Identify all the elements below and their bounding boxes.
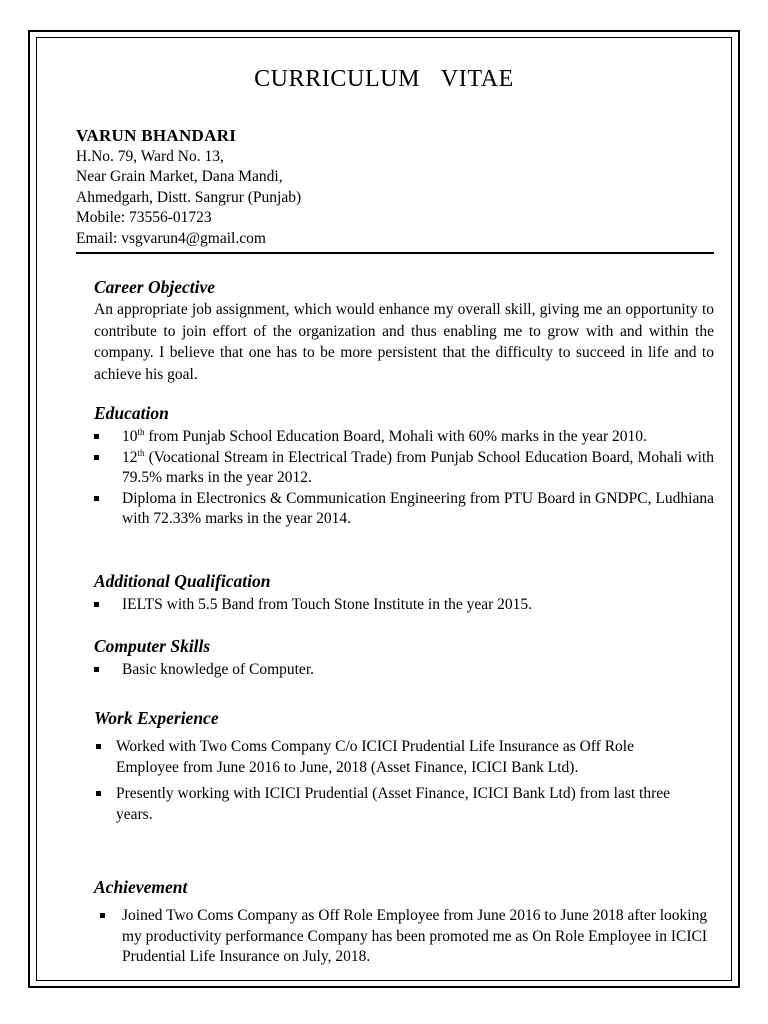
bullet-icon — [94, 602, 99, 607]
bullet-icon — [94, 667, 99, 672]
header-divider — [76, 252, 714, 254]
additional-qualification-heading: Additional Qualification — [94, 571, 271, 591]
career-objective-text: An appropriate job assignment, which would enhance my overall skill, giving me an opportunity to contribute to join effort of the organization and thus enabling me to grow with and within the company. I believe that one has to be more persistent that the difficulty to succeed in life and to achieve his goal. — [94, 301, 714, 383]
computer-skills-list — [122, 660, 714, 681]
contact-block — [76, 126, 716, 250]
computer-skills-heading: Computer Skills — [94, 636, 211, 656]
address-line-2: Near Grain Market, Dana Mandi, — [76, 168, 283, 186]
address-line-1: H.No. 79, Ward No. 13, — [76, 147, 224, 165]
list-item: Joined Two Coms Company as Off Role Employee from June 2016 to June 2018 after looking my productivity performance Company has been promoted me as On Role Employee in ICICI Prudential Life Insurance on July, 2018. — [122, 906, 714, 968]
achievement-list — [122, 906, 714, 968]
career-objective-heading: Career Objective — [94, 277, 215, 297]
education-item: 12th (Vocational Stream in Electrical Trade) from Punjab School Education Board, Mohali with 79.5% marks in the year 2012. — [122, 448, 714, 489]
education-list — [122, 427, 714, 530]
education-heading: Education — [94, 403, 169, 423]
list-item: Basic knowledge of Computer. — [122, 660, 714, 681]
education-item: Diploma in Electronics & Communication Engineering from PTU Board in GNDPC, Ludhiana with 72.33% marks in the year 2014. — [122, 489, 714, 530]
document-title: CURRICULUM VITAE — [254, 66, 514, 92]
bullet-icon — [96, 744, 101, 749]
bullet-icon — [94, 434, 99, 439]
additional-qualification-list — [122, 595, 714, 616]
bullet-icon — [94, 496, 99, 501]
address-line-3: Ahmedgarh, Distt. Sangrur (Punjab) — [76, 188, 302, 206]
list-item: Presently working with ICICI Prudential (Asset Finance, ICICI Bank Ltd) from last three years. — [116, 784, 700, 825]
email-address: Email: vsgvarun4@gmail.com — [76, 229, 266, 247]
work-experience-list — [116, 737, 700, 825]
candidate-name: VARUN BHANDARI — [76, 126, 237, 145]
bullet-icon — [94, 455, 99, 460]
bullet-icon — [100, 913, 105, 918]
list-item: IELTS with 5.5 Band from Touch Stone Institute in the year 2015. — [122, 595, 714, 616]
education-item: 10th from Punjab School Education Board, Mohali with 60% marks in the year 2010. — [122, 427, 714, 448]
mobile-number: Mobile: 73556-01723 — [76, 209, 212, 227]
list-item: Worked with Two Coms Company C/o ICICI Prudential Life Insurance as Off Role Employee from June 2016 to June, 2018 (Asset Finance, ICICI Bank Ltd). — [116, 737, 700, 778]
achievement-heading: Achievement — [94, 877, 188, 897]
bullet-icon — [96, 791, 101, 796]
work-experience-heading: Work Experience — [94, 708, 219, 728]
